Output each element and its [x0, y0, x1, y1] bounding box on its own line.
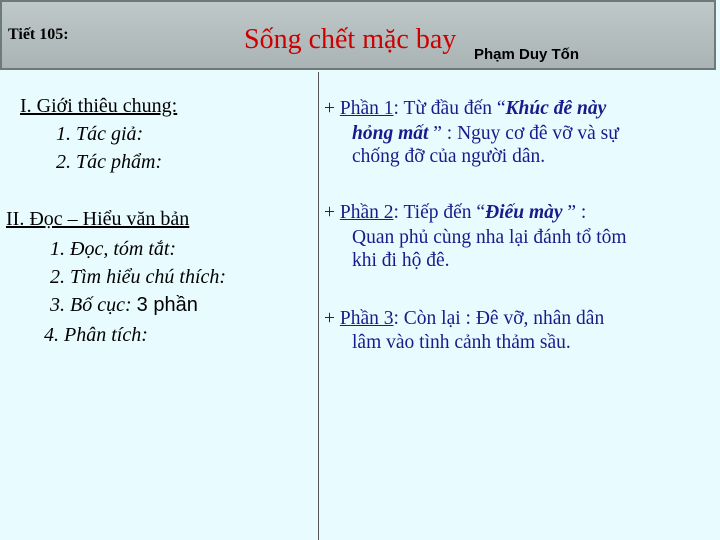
section1-heading: I. Giới thiêu chung:: [20, 95, 178, 117]
lesson-number: Tiết 105:: [8, 26, 69, 43]
part2-line2: Quan phủ cùng nha lại đánh tổ tôm: [352, 227, 627, 248]
column-divider: [318, 72, 319, 540]
structure-label: 3. Bố cục:: [50, 294, 132, 316]
outline-item-notes: 2. Tìm hiểu chú thích:: [50, 266, 227, 288]
page-title: Sống chết mặc bay: [244, 24, 457, 55]
part1-line1: + Phần 1: Từ đầu đến “Khúc đê này: [324, 98, 607, 119]
outline-item-structure: [50, 294, 198, 317]
part2-line1: + Phần 2: Tiếp đến “Điếu mày ” :: [324, 202, 587, 223]
author-name: Phạm Duy Tốn: [474, 46, 580, 63]
part2-line3: khi đi hộ đê.: [352, 250, 450, 271]
part1-line2: hỏng mất ” : Nguy cơ đê vỡ và sự: [352, 123, 619, 144]
part3-label: Phần 3: [339, 308, 394, 329]
part3-line2: lâm vào tình cảnh thảm sầu.: [352, 332, 571, 353]
part3-line1: + Phần 3: Còn lại : Đê vỡ, nhân dân: [324, 308, 605, 329]
part1-label: Phần 1: [339, 98, 394, 119]
section2-heading: II. Đọc – Hiểu văn bản: [6, 208, 190, 230]
outline-item-work: 2. Tác phẩm:: [56, 151, 163, 173]
outline-item-author: 1. Tác giả:: [56, 123, 144, 145]
part1-quote: Khúc đê này: [505, 98, 607, 119]
outline-item-analysis: 4. Phân tích:: [44, 324, 148, 346]
structure-value: 3 phần: [136, 294, 198, 316]
outline-item-read: 1. Đọc, tóm tắt:: [50, 238, 177, 260]
part1-line3: chống đỡ của người dân.: [352, 146, 546, 167]
part2-quote: Điếu mày: [485, 202, 563, 223]
part2-label: Phần 2: [339, 202, 394, 223]
